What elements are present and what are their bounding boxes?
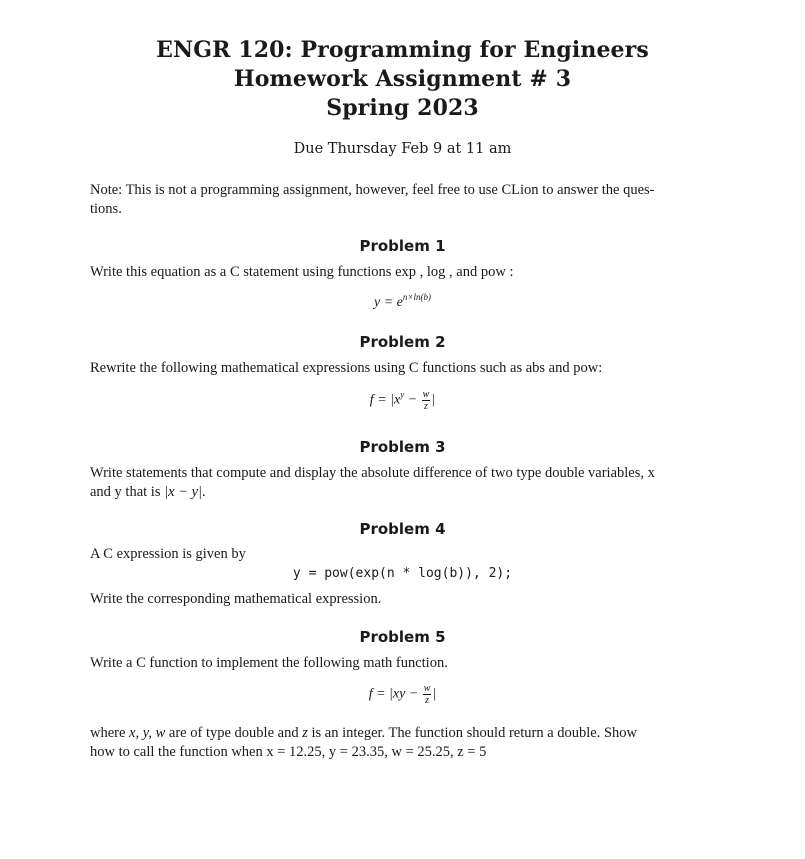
fraction-numerator: w [423,683,431,694]
fraction-denominator: z [424,401,428,412]
equation-suffix: | [432,686,437,702]
line-1-pre: where [90,725,130,741]
problem-2-text: Rewrite the following mathematical expressions using C functions such as abs and pow: [90,360,603,376]
problem-1-heading: Problem 1 [359,237,446,255]
line-1-mid: are of type double and [165,725,303,741]
fraction-denominator: z [425,695,430,706]
problem-3-inline-math: |x − y| [164,484,202,500]
problem-3-line-2-pre: and y that is [90,484,165,500]
equation-lhs: y = e [374,295,403,310]
problem-4-after: Write the corresponding mathematical expression. [90,591,382,607]
equation-prefix: f = |x [369,392,401,408]
equation-minus: − [404,392,421,408]
assignment-title: Homework Assignment # 3 [233,66,572,92]
note-line-2: tions. [90,201,122,217]
problem-5-line-2: how to call the function when x = 12.25, y = 23.35, w = 25.25, z = 5 [90,744,487,760]
term-title: Spring 2023 [326,95,479,121]
problem-5-text: Write a C function to implement the following math function. [90,655,448,671]
problem-1-text: Write this equation as a C statement using functions exp , log , and pow : [90,264,514,280]
problem-3-heading: Problem 3 [359,438,446,456]
line-1-vars: x, y, w [129,725,166,741]
problem-3-line-1: Write statements that compute and display the absolute difference of two type double variables, x [90,465,655,481]
due-date: Due Thursday Feb 9 at 11 am [293,141,512,157]
course-title: ENGR 120: Programming for Engineers [156,37,649,63]
problem-3-line-2-post: . [202,484,206,500]
equation-fraction [422,389,431,412]
problem-4-heading: Problem 4 [359,520,446,538]
problem-2-heading: Problem 2 [359,333,446,351]
problem-4-text: A C expression is given by [90,546,246,562]
equation-fraction [423,683,432,706]
equation-superscript: y [400,389,405,400]
problem-5-heading: Problem 5 [359,628,446,646]
line-1-post: is an integer. The function should return a double. Show [307,725,638,741]
equation-exponent: n×ln(b) [402,292,431,302]
note-line-1: Note: This is not a programming assignment, however, feel free to use CLion to answer the ques- [90,182,655,198]
line-1-z: z [302,725,308,741]
problem-2-equation [0,389,805,412]
problem-5-equation [0,683,805,706]
problem-4-code: y = pow(exp(n * log(b)), 2); [292,566,513,581]
problem-3-line-2 [90,484,206,501]
equation-prefix: f = |xy − [368,686,422,702]
fraction-numerator: w [422,389,430,400]
problem-1-equation [0,292,805,311]
equation-suffix: | [431,392,436,408]
problem-5-line-1 [90,725,637,742]
